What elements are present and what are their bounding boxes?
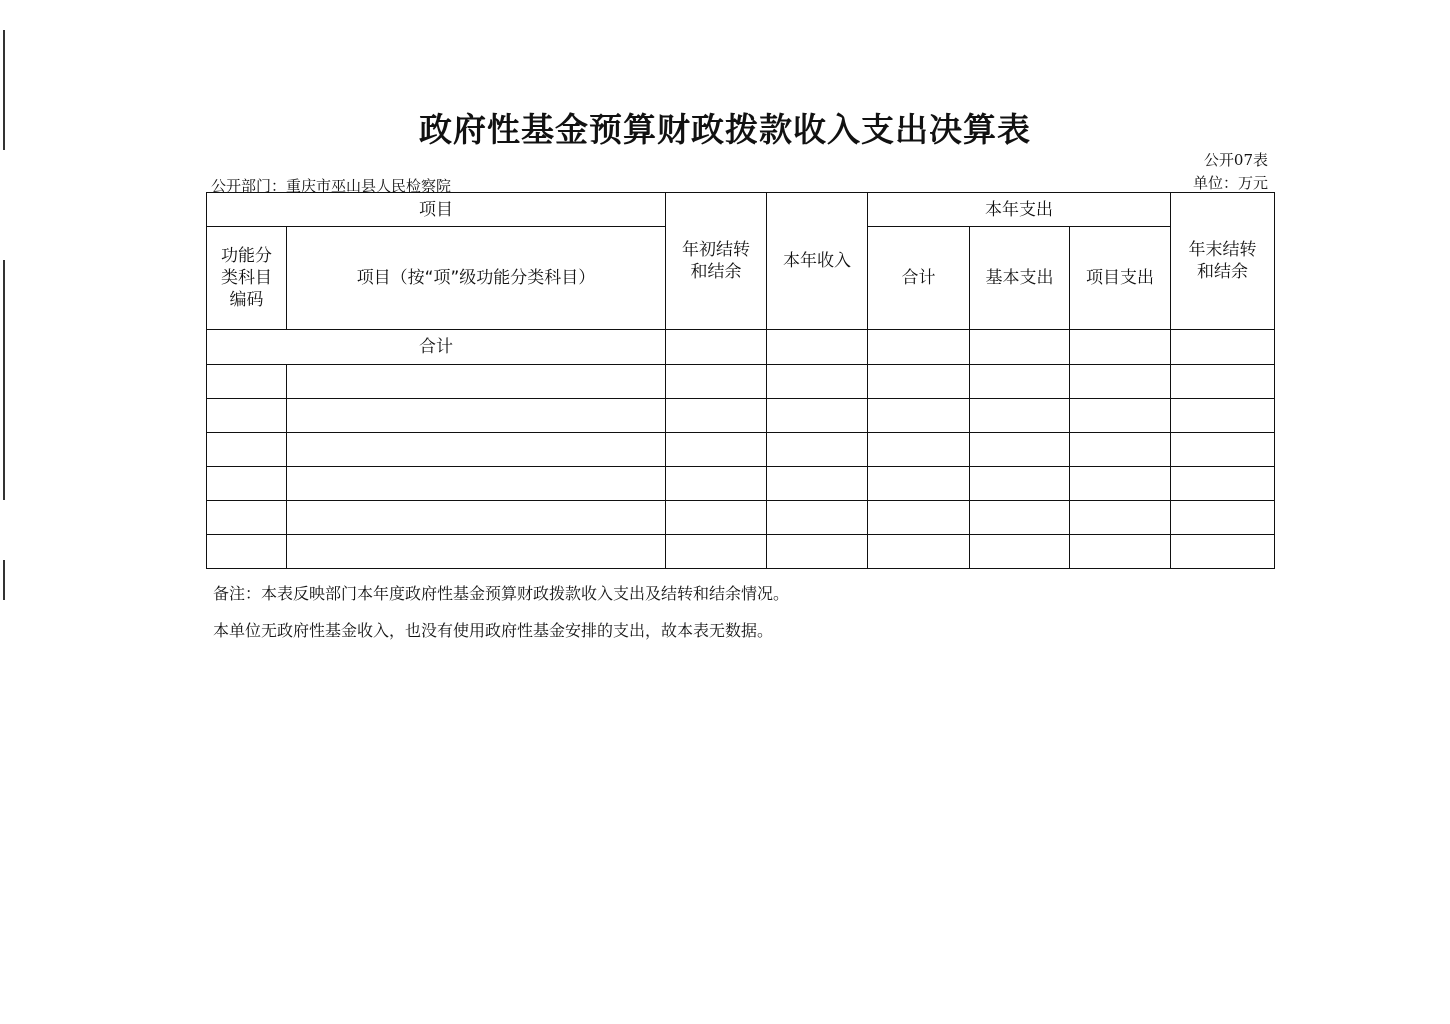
header-begin-balance-text: 年初结转和结余: [682, 240, 750, 282]
table-cell: [868, 501, 970, 535]
table-cell: [287, 365, 666, 399]
table-row: [207, 433, 1275, 467]
table-cell: [207, 467, 287, 501]
header-end-balance: [1171, 193, 1275, 330]
table-cell: [207, 535, 287, 569]
header-func-code: [207, 227, 287, 330]
table-cell: [1070, 433, 1171, 467]
header-project-expense: 项目支出: [1070, 227, 1171, 330]
header-expense: 本年支出: [868, 193, 1171, 227]
table-cell: [1171, 433, 1275, 467]
table-cell: [970, 433, 1070, 467]
table-cell: [1171, 399, 1275, 433]
table-cell: [287, 467, 666, 501]
table-cell: [868, 433, 970, 467]
header-begin-balance: [666, 193, 767, 330]
table-cell: [666, 330, 767, 365]
table-cell: [1171, 501, 1275, 535]
table-cell: [970, 399, 1070, 433]
table-cell: [767, 535, 868, 569]
scan-edge-mark: [3, 560, 5, 600]
note-line-1: 备注：本表反映部门本年度政府性基金预算财政拨款收入支出及结转和结余情况。: [213, 584, 790, 603]
note-line-2: 本单位无政府性基金收入，也没有使用政府性基金安排的支出，故本表无数据。: [213, 621, 774, 640]
table-cell: [287, 399, 666, 433]
header-income: 本年收入: [767, 193, 868, 330]
header-project-detail: 项目（按“项”级功能分类科目）: [287, 227, 666, 330]
table-cell: [868, 467, 970, 501]
header-end-balance-text: 年末结转和结余: [1188, 240, 1257, 282]
unit-label: 单位：万元: [1192, 174, 1268, 192]
table-row: [207, 365, 1275, 399]
scan-edge-mark: [3, 260, 5, 500]
table-cell: [868, 365, 970, 399]
table-cell: [868, 535, 970, 569]
table-cell: [287, 535, 666, 569]
table-cell: [767, 467, 868, 501]
table-cell: [1171, 535, 1275, 569]
table-cell: [868, 330, 970, 365]
header-total: 合计: [868, 227, 970, 330]
table-row: [207, 467, 1275, 501]
page-title: 政府性基金预算财政拨款收入支出决算表: [419, 110, 1031, 149]
table-cell: [767, 399, 868, 433]
table-cell: [666, 501, 767, 535]
table-cell: [1070, 535, 1171, 569]
table-cell: [767, 501, 868, 535]
table-cell: [970, 365, 1070, 399]
form-number: 公开07表: [1203, 151, 1268, 169]
table-row: [207, 399, 1275, 433]
table-cell: [666, 467, 767, 501]
table-cell: [767, 433, 868, 467]
table-cell: [970, 535, 1070, 569]
header-project: 项目: [207, 193, 666, 227]
table-cell: [1070, 501, 1171, 535]
table-cell: [970, 467, 1070, 501]
table-cell: [970, 330, 1070, 365]
header-func-code-text: 功能分类科目编码: [221, 246, 272, 310]
table-row: [207, 501, 1275, 535]
table-cell: [207, 433, 287, 467]
budget-table: [206, 192, 1275, 569]
table-cell: [287, 433, 666, 467]
table-cell: [1070, 467, 1171, 501]
table-cell: [1070, 399, 1171, 433]
table-cell: [1171, 330, 1275, 365]
table-cell: [767, 365, 868, 399]
table-cell: [868, 399, 970, 433]
table-row: [207, 535, 1275, 569]
table-cell: [767, 330, 868, 365]
table-cell: [666, 535, 767, 569]
table-cell: [207, 501, 287, 535]
total-row-label: 合计: [207, 330, 666, 365]
table-cell: [1171, 467, 1275, 501]
table-cell: [970, 501, 1070, 535]
table-cell: [666, 399, 767, 433]
table-cell: [1171, 365, 1275, 399]
table-cell: [207, 399, 287, 433]
table-cell: [666, 433, 767, 467]
header-basic-expense: 基本支出: [970, 227, 1070, 330]
table-cell: [287, 501, 666, 535]
department-label: 公开部门：重庆市巫山县人民检察院: [211, 177, 452, 195]
table-cell: [666, 365, 767, 399]
table-cell: [1070, 330, 1171, 365]
table-cell: [1070, 365, 1171, 399]
table-cell: [207, 365, 287, 399]
